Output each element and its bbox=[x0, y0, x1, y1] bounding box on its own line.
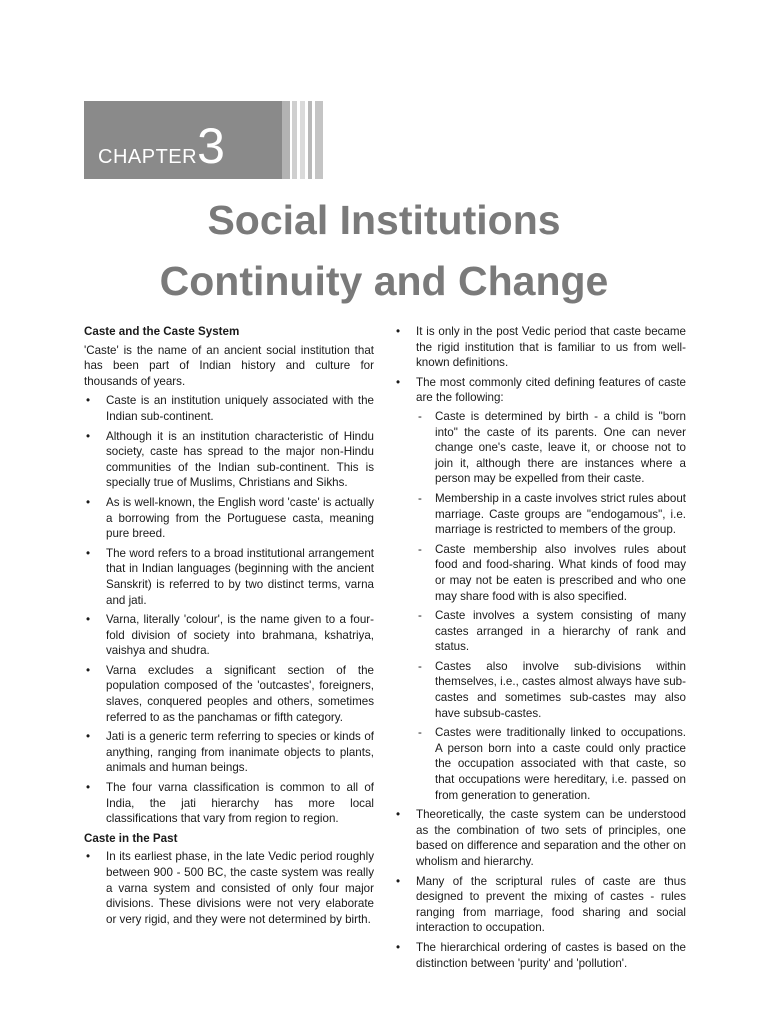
list-item bbox=[394, 375, 686, 803]
decorative-stripe bbox=[292, 101, 297, 179]
decorative-stripe bbox=[282, 101, 290, 179]
sub-list-item: - Caste membership also involves rules about food and food-sharing. What kinds of food may or may not be eaten is prescribed and who one may share food with is also specified. bbox=[416, 542, 686, 604]
sub-list-item: - Caste involves a system consisting of many castes arranged in a hierarchy of rank and status. bbox=[416, 608, 686, 655]
section-heading: Caste and the Caste System bbox=[84, 325, 240, 338]
chapter-banner bbox=[84, 101, 282, 179]
list-item: • It is only in the post Vedic period that caste became the rigid institution that is familiar to us from well-known definitions. bbox=[394, 324, 686, 371]
sub-list-item: - Castes also involve sub-divisions within themselves, i.e., castes almost always have sub-castes and sometimes sub-castes may also have subsub-castes. bbox=[416, 659, 686, 721]
sub-list-item: - Membership in a caste involves strict rules about marriage. Caste groups are "endogamous", i.e. marriage is restricted to members of the group. bbox=[416, 491, 686, 538]
section-heading: Caste in the Past bbox=[84, 831, 178, 845]
list-item: • As is well-known, the English word 'caste' is actually a borrowing from the Portuguese casta, meaning pure breed. bbox=[84, 495, 374, 542]
list-item-text: The most commonly cited defining features of caste are the following: bbox=[416, 375, 686, 405]
list-item: • Although it is an institution characteristic of Hindu society, caste has spread to the major non-Hindu communities of the Indian sub-continent. This is specially true of Muslims, Christians and Sikhs. bbox=[84, 429, 374, 491]
list-item: • Theoretically, the caste system can be understood as the combination of two sets of principles, one based on difference and separation and the other on wholism and hierarchy. bbox=[394, 807, 686, 869]
list-item: • The hierarchical ordering of castes is based on the distinction between 'purity' and 'pollution'. bbox=[394, 940, 686, 971]
bullet-list bbox=[84, 849, 374, 927]
page-title-line-2: Continuity and Change bbox=[159, 258, 609, 304]
bullet-list bbox=[84, 393, 374, 826]
list-item: • In its earliest phase, in the late Vedic period roughly between 900 - 500 BC, the caste system was really a varna system and consisted of only four major divisions. These divisions were not very elaborate or very rigid, and they were not determined by birth. bbox=[84, 849, 374, 927]
decorative-stripe bbox=[300, 101, 305, 179]
list-item: • Many of the scriptural rules of caste are thus designed to prevent the mixing of castes - rules ranging from marriage, food sharing and social interaction to occupation. bbox=[394, 874, 686, 936]
bullet-list bbox=[394, 324, 686, 971]
sub-list-item: - Castes were traditionally linked to occupations. A person born into a caste could only practice the occupation associated with that caste, so that occupations were hereditary, i.e. passed on from generation to generation. bbox=[416, 725, 686, 803]
chapter-number: 3 bbox=[197, 118, 225, 174]
left-column bbox=[84, 324, 374, 931]
page-title-line-1: Social Institutions bbox=[207, 197, 561, 243]
chapter-word: CHAPTER bbox=[98, 146, 198, 168]
chapter-label bbox=[98, 118, 225, 174]
intro-paragraph: 'Caste' is the name of an ancient social institution that has been part of Indian history and culture for thousands of years. bbox=[84, 343, 374, 388]
decorative-stripe bbox=[315, 101, 323, 179]
list-item: • Varna, literally 'colour', is the name given to a four-fold division of society into brahmana, kshatriya, vaishya and shudra. bbox=[84, 612, 374, 659]
right-column bbox=[394, 324, 686, 975]
sub-list-item: - Caste is determined by birth - a child is "born into" the caste of its parents. One can never change one's caste, leave it, or choose not to join it, although there are instances where a person may be expelled from their caste. bbox=[416, 409, 686, 487]
list-item: • Jati is a generic term referring to species or kinds of anything, ranging from inanimate objects to plants, animals and human beings. bbox=[84, 729, 374, 776]
decorative-stripe bbox=[308, 101, 312, 179]
list-item: • The four varna classification is common to all of India, the jati hierarchy has more local classifications that vary from region to region. bbox=[84, 780, 374, 827]
sub-list bbox=[416, 409, 686, 803]
list-item: • The word refers to a broad institutional arrangement that in Indian languages (beginning with the ancient Sanskrit) is referred to by two distinct terms, varna and jati. bbox=[84, 546, 374, 608]
list-item: • Caste is an institution uniquely associated with the Indian sub-continent. bbox=[84, 393, 374, 424]
list-item: • Varna excludes a significant section of the population composed of the 'outcastes', foreigners, slaves, conquered peoples and others, sometimes referred to as the panchamas or fifth category. bbox=[84, 663, 374, 725]
